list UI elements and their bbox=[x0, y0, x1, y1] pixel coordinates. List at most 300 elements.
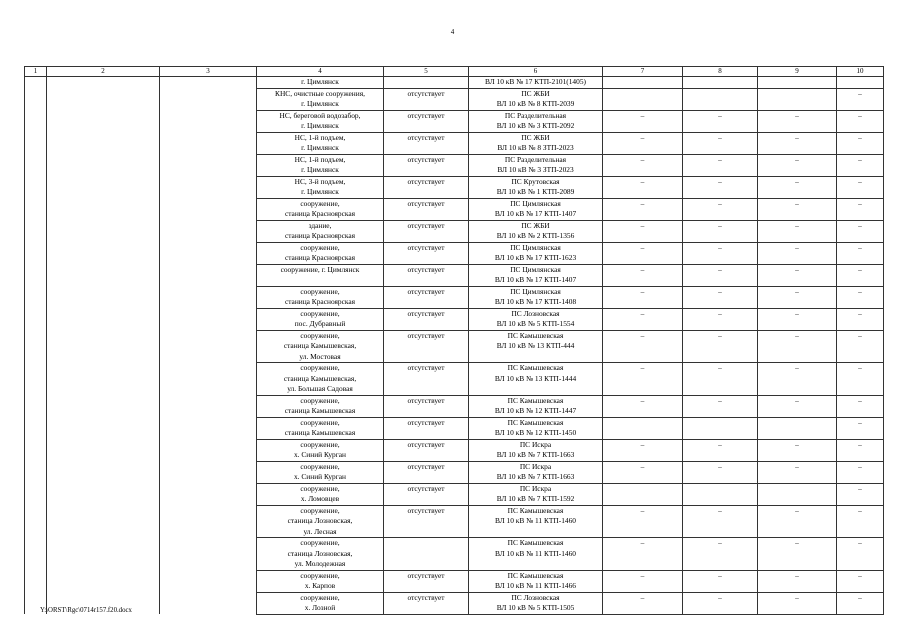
page-number: 4 bbox=[450, 28, 455, 36]
col10-cell: – bbox=[837, 220, 884, 242]
object-cell-line: х. Лозной bbox=[304, 603, 336, 612]
col8-cell bbox=[683, 88, 758, 110]
substation-cell-line: ПС Цимлянская bbox=[510, 198, 561, 208]
col8-cell bbox=[683, 417, 758, 439]
substation-cell-line: ВЛ 10 кВ № 11 КТП-1460 bbox=[494, 548, 576, 558]
empty-cell-col2 bbox=[47, 220, 160, 242]
substation-cell-line: ВЛ 10 кВ № 12 КТП-1447 bbox=[494, 406, 577, 415]
substation-cell-line: ПС Цимлянская bbox=[510, 242, 561, 252]
col9-cell: – bbox=[758, 198, 837, 220]
substation-cell bbox=[469, 417, 603, 439]
col8-cell bbox=[683, 77, 758, 89]
empty-cell-col2 bbox=[47, 363, 160, 396]
empty-cell-col3 bbox=[160, 198, 257, 220]
substation-cell-line: ВЛ 10 кВ № 17 КТП-1407 bbox=[494, 275, 577, 284]
col8-cell: – bbox=[683, 461, 758, 483]
object-cell bbox=[257, 132, 384, 154]
empty-cell-col2 bbox=[47, 439, 160, 461]
substation-cell bbox=[469, 286, 603, 308]
object-cell-line: сооружение, bbox=[300, 308, 340, 318]
empty-cell-col1 bbox=[25, 198, 47, 220]
col7-cell: – bbox=[603, 538, 683, 571]
empty-cell-col2 bbox=[47, 88, 160, 110]
empty-cell-col1 bbox=[25, 483, 47, 505]
object-cell-line: сооружение, г. Цимлянск bbox=[280, 264, 360, 274]
substation-cell-line: ВЛ 10 кВ № 5 КТП-1505 bbox=[496, 603, 575, 612]
object-cell bbox=[257, 220, 384, 242]
substation-cell bbox=[469, 363, 603, 396]
status-cell: отсутствует bbox=[384, 330, 469, 363]
object-cell-line: станица Лозновская, bbox=[287, 548, 353, 558]
substation-cell bbox=[469, 264, 603, 286]
empty-cell-col2 bbox=[47, 176, 160, 198]
object-cell-line: сооружение, bbox=[300, 538, 340, 547]
empty-cell-col3 bbox=[160, 439, 257, 461]
object-cell bbox=[257, 110, 384, 132]
col9-cell bbox=[758, 77, 837, 89]
object-cell-line: х. Карпов bbox=[304, 581, 336, 590]
header-cell: 9 bbox=[758, 67, 837, 77]
table-row bbox=[25, 264, 884, 286]
object-cell-line: станица Красноярская bbox=[284, 253, 356, 262]
col8-cell: – bbox=[683, 538, 758, 571]
object-cell-line: станица Камышевская bbox=[284, 406, 356, 415]
substation-cell-line: ПС Камышевская bbox=[507, 330, 564, 340]
col8-cell: – bbox=[683, 132, 758, 154]
empty-cell-col3 bbox=[160, 570, 257, 592]
col8-cell: – bbox=[683, 308, 758, 330]
header-cell: 5 bbox=[384, 67, 469, 77]
object-cell-line: ул. Мостовая bbox=[299, 351, 341, 361]
substation-cell-line: ВЛ 10 кВ № 7 КТП-1663 bbox=[496, 450, 575, 459]
object-cell bbox=[257, 505, 384, 538]
col7-cell: – bbox=[603, 505, 683, 538]
table-row bbox=[25, 242, 884, 264]
col7-cell: – bbox=[603, 198, 683, 220]
table-row bbox=[25, 154, 884, 176]
status-cell: отсутствует bbox=[384, 505, 469, 538]
col9-cell: – bbox=[758, 242, 837, 264]
object-cell bbox=[257, 363, 384, 396]
empty-cell-col2 bbox=[47, 570, 160, 592]
col8-cell bbox=[683, 483, 758, 505]
empty-cell-col2 bbox=[47, 110, 160, 132]
substation-cell bbox=[469, 439, 603, 461]
empty-cell-col3 bbox=[160, 330, 257, 363]
col7-cell: – bbox=[603, 220, 683, 242]
col9-cell: – bbox=[758, 154, 837, 176]
col9-cell: – bbox=[758, 592, 837, 614]
col9-cell: – bbox=[758, 395, 837, 417]
empty-cell-col3 bbox=[160, 77, 257, 89]
object-cell-line: станица Красноярская bbox=[284, 209, 356, 218]
empty-cell-col1 bbox=[25, 176, 47, 198]
substation-cell-line: ВЛ 10 кВ № 7 КТП-1592 bbox=[496, 494, 575, 503]
status-cell: отсутствует bbox=[384, 242, 469, 264]
empty-cell-col3 bbox=[160, 242, 257, 264]
object-cell-line: станица Красноярская bbox=[284, 231, 356, 240]
empty-cell-col2 bbox=[47, 417, 160, 439]
document-table bbox=[24, 66, 884, 615]
object-cell-line: НС, 3-й подъем, bbox=[294, 176, 346, 186]
object-cell-line: сооружение, bbox=[300, 505, 340, 515]
substation-cell bbox=[469, 132, 603, 154]
empty-cell-col3 bbox=[160, 483, 257, 505]
col10-cell: – bbox=[837, 395, 884, 417]
substation-cell bbox=[469, 198, 603, 220]
empty-cell-col2 bbox=[47, 330, 160, 363]
empty-cell-col3 bbox=[160, 308, 257, 330]
col10-cell: – bbox=[837, 330, 884, 363]
empty-cell-col3 bbox=[160, 220, 257, 242]
col8-cell: – bbox=[683, 330, 758, 363]
empty-cell-col3 bbox=[160, 176, 257, 198]
col7-cell: – bbox=[603, 592, 683, 614]
col10-cell: – bbox=[837, 570, 884, 592]
empty-cell-col2 bbox=[47, 308, 160, 330]
header-cell: 7 bbox=[603, 67, 683, 77]
col8-cell: – bbox=[683, 220, 758, 242]
col8-cell: – bbox=[683, 154, 758, 176]
status-cell: отсутствует bbox=[384, 198, 469, 220]
object-cell bbox=[257, 592, 384, 614]
col8-cell: – bbox=[683, 395, 758, 417]
col9-cell: – bbox=[758, 570, 837, 592]
table-row bbox=[25, 286, 884, 308]
status-cell: отсутствует bbox=[384, 395, 469, 417]
status-cell bbox=[384, 538, 469, 571]
substation-cell-line: ПС Камышевская bbox=[507, 395, 564, 405]
col7-cell: – bbox=[603, 132, 683, 154]
empty-cell-col1 bbox=[25, 264, 47, 286]
status-cell: отсутствует bbox=[384, 363, 469, 396]
status-cell: отсутствует bbox=[384, 220, 469, 242]
status-cell: отсутствует bbox=[384, 461, 469, 483]
col10-cell: – bbox=[837, 363, 884, 396]
empty-cell-col3 bbox=[160, 417, 257, 439]
col8-cell: – bbox=[683, 570, 758, 592]
empty-cell-col1 bbox=[25, 132, 47, 154]
object-cell bbox=[257, 176, 384, 198]
substation-cell-line: ВЛ 10 кВ № 11 КТП-1460 bbox=[494, 516, 576, 525]
empty-cell-col2 bbox=[47, 538, 160, 571]
empty-cell-col2 bbox=[47, 154, 160, 176]
object-cell bbox=[257, 198, 384, 220]
empty-cell-col3 bbox=[160, 592, 257, 614]
object-cell-line: сооружение, bbox=[300, 483, 340, 493]
col10-cell: – bbox=[837, 483, 884, 505]
col8-cell: – bbox=[683, 286, 758, 308]
object-cell-line: х. Ломовцев bbox=[300, 494, 340, 503]
substation-cell-line: ПС Цимлянская bbox=[510, 286, 561, 296]
object-cell-line: г. Цимлянск bbox=[301, 99, 339, 108]
empty-cell-col3 bbox=[160, 505, 257, 538]
empty-cell-col1 bbox=[25, 439, 47, 461]
header-cell: 3 bbox=[160, 67, 257, 77]
empty-cell-col1 bbox=[25, 88, 47, 110]
substation-cell bbox=[469, 538, 603, 571]
substation-cell-line: ПС Разделительная bbox=[504, 154, 567, 164]
object-cell-line: НС, береговой водозабор, bbox=[279, 110, 361, 120]
col10-cell: – bbox=[837, 154, 884, 176]
object-cell bbox=[257, 570, 384, 592]
object-cell-line: станица Красноярская bbox=[284, 297, 356, 306]
substation-cell-line: ПС Искра bbox=[519, 483, 552, 493]
status-cell: отсутствует bbox=[384, 570, 469, 592]
table-row bbox=[25, 132, 884, 154]
status-cell bbox=[384, 77, 469, 89]
substation-cell bbox=[469, 220, 603, 242]
object-cell-line: г. Цимлянск bbox=[301, 187, 339, 196]
col9-cell: – bbox=[758, 330, 837, 363]
col7-cell: – bbox=[603, 176, 683, 198]
object-cell-line: КНС, очистные сооружения, bbox=[275, 88, 365, 98]
table-row bbox=[25, 176, 884, 198]
substation-cell-line: ПС Разделительная bbox=[504, 110, 567, 120]
substation-cell bbox=[469, 330, 603, 363]
table-header-row bbox=[25, 67, 884, 77]
status-cell: отсутствует bbox=[384, 592, 469, 614]
object-cell-line: г. Цимлянск bbox=[301, 143, 339, 152]
substation-cell-line: ВЛ 10 кВ № 13 КТП-444 bbox=[496, 341, 575, 350]
object-cell bbox=[257, 154, 384, 176]
col10-cell: – bbox=[837, 110, 884, 132]
status-cell: отсутствует bbox=[384, 286, 469, 308]
empty-cell-col1 bbox=[25, 570, 47, 592]
col7-cell: – bbox=[603, 110, 683, 132]
substation-cell-line: ВЛ 10 кВ № 3 КТП-2092 bbox=[496, 121, 575, 130]
substation-cell bbox=[469, 461, 603, 483]
object-cell-line: сооружение, bbox=[300, 395, 340, 405]
substation-cell-line: ВЛ 10 кВ № 17 КТП-1623 bbox=[494, 253, 577, 262]
status-cell: отсутствует bbox=[384, 264, 469, 286]
col9-cell: – bbox=[758, 439, 837, 461]
col8-cell: – bbox=[683, 439, 758, 461]
empty-cell-col3 bbox=[160, 538, 257, 571]
col7-cell: – bbox=[603, 461, 683, 483]
status-cell: отсутствует bbox=[384, 154, 469, 176]
col7-cell: – bbox=[603, 363, 683, 396]
object-cell bbox=[257, 483, 384, 505]
table-row bbox=[25, 483, 884, 505]
object-cell-line: станица Камышевская, bbox=[283, 341, 357, 350]
col8-cell: – bbox=[683, 592, 758, 614]
col8-cell: – bbox=[683, 505, 758, 538]
status-cell: отсутствует bbox=[384, 483, 469, 505]
substation-cell bbox=[469, 242, 603, 264]
col7-cell: – bbox=[603, 439, 683, 461]
empty-cell-col1 bbox=[25, 330, 47, 363]
empty-cell-col2 bbox=[47, 77, 160, 89]
substation-cell-line: ВЛ 10 кВ № 2 КТП-1356 bbox=[496, 231, 575, 240]
col10-cell: – bbox=[837, 198, 884, 220]
col7-cell: – bbox=[603, 570, 683, 592]
empty-cell-col3 bbox=[160, 286, 257, 308]
col8-cell: – bbox=[683, 198, 758, 220]
col7-cell: – bbox=[603, 308, 683, 330]
empty-cell-col3 bbox=[160, 154, 257, 176]
empty-cell-col3 bbox=[160, 132, 257, 154]
empty-cell-col2 bbox=[47, 242, 160, 264]
empty-cell-col1 bbox=[25, 220, 47, 242]
col9-cell: – bbox=[758, 461, 837, 483]
empty-cell-col1 bbox=[25, 77, 47, 89]
col10-cell: – bbox=[837, 88, 884, 110]
substation-cell bbox=[469, 505, 603, 538]
object-cell-line: сооружение, bbox=[300, 570, 340, 580]
object-cell bbox=[257, 439, 384, 461]
empty-cell-col1 bbox=[25, 505, 47, 538]
empty-cell-col2 bbox=[47, 461, 160, 483]
empty-cell-col1 bbox=[25, 417, 47, 439]
table-row bbox=[25, 395, 884, 417]
col8-cell: – bbox=[683, 110, 758, 132]
object-cell-line: ул. Молодежная bbox=[294, 559, 346, 568]
table-row bbox=[25, 439, 884, 461]
substation-cell bbox=[469, 88, 603, 110]
col8-cell: – bbox=[683, 363, 758, 396]
col8-cell: – bbox=[683, 242, 758, 264]
table-row bbox=[25, 88, 884, 110]
substation-cell bbox=[469, 176, 603, 198]
object-cell-line: г. Цимлянск bbox=[301, 121, 339, 130]
substation-cell bbox=[469, 77, 603, 89]
empty-cell-col2 bbox=[47, 505, 160, 538]
substation-cell bbox=[469, 110, 603, 132]
substation-cell-line: ВЛ 10 кВ № 17 КТП-1408 bbox=[494, 297, 577, 306]
footer-file-path: Y:\ORST\Rgc\0714r157.f20.docx bbox=[40, 607, 132, 614]
table-row bbox=[25, 198, 884, 220]
substation-cell bbox=[469, 308, 603, 330]
object-cell bbox=[257, 88, 384, 110]
col10-cell: – bbox=[837, 286, 884, 308]
object-cell-line: сооружение, bbox=[300, 461, 340, 471]
col7-cell: – bbox=[603, 286, 683, 308]
header-cell: 2 bbox=[47, 67, 160, 77]
substation-cell-line: ПС Искра bbox=[519, 439, 552, 449]
object-cell bbox=[257, 538, 384, 571]
substation-cell bbox=[469, 570, 603, 592]
object-cell bbox=[257, 286, 384, 308]
col7-cell bbox=[603, 417, 683, 439]
object-cell-line: сооружение, bbox=[300, 198, 340, 208]
col7-cell bbox=[603, 88, 683, 110]
substation-cell-line: ПС Лозновская bbox=[511, 308, 560, 318]
col7-cell bbox=[603, 77, 683, 89]
substation-cell-line: ПС Камышевская bbox=[507, 417, 564, 427]
substation-cell-line: ВЛ 10 кВ № 5 КТП-1554 bbox=[496, 319, 575, 328]
substation-cell-line: ВЛ 10 кВ № 17 КТП-1407 bbox=[494, 209, 577, 218]
col10-cell: – bbox=[837, 132, 884, 154]
empty-cell-col3 bbox=[160, 461, 257, 483]
status-cell: отсутствует bbox=[384, 308, 469, 330]
object-cell bbox=[257, 77, 384, 89]
col10-cell: – bbox=[837, 242, 884, 264]
substation-cell bbox=[469, 592, 603, 614]
empty-cell-col1 bbox=[25, 461, 47, 483]
status-cell: отсутствует bbox=[384, 417, 469, 439]
substation-cell-line: ПС Искра bbox=[519, 461, 552, 471]
object-cell-line: НС, 1-й подъем, bbox=[294, 132, 346, 142]
col9-cell: – bbox=[758, 132, 837, 154]
status-cell: отсутствует bbox=[384, 88, 469, 110]
empty-cell-col3 bbox=[160, 363, 257, 396]
table-row bbox=[25, 461, 884, 483]
col9-cell: – bbox=[758, 110, 837, 132]
table-row bbox=[25, 417, 884, 439]
empty-cell-col2 bbox=[47, 198, 160, 220]
object-cell-line: ул. Большая Садовая bbox=[287, 384, 353, 393]
object-cell-line: сооружение, bbox=[300, 417, 340, 427]
substation-cell-line: ВЛ 10 кВ № 1 КТП-2089 bbox=[496, 187, 575, 196]
object-cell-line: сооружение, bbox=[300, 242, 340, 252]
object-cell bbox=[257, 242, 384, 264]
empty-cell-col1 bbox=[25, 286, 47, 308]
table-row bbox=[25, 308, 884, 330]
object-cell-line: х. Синий Курган bbox=[293, 472, 347, 481]
header-cell: 4 bbox=[257, 67, 384, 77]
table-row bbox=[25, 77, 884, 89]
col9-cell bbox=[758, 483, 837, 505]
empty-cell-col2 bbox=[47, 395, 160, 417]
object-cell-line: НС, 1-й подъем, bbox=[294, 154, 346, 164]
header-cell: 10 bbox=[837, 67, 884, 77]
object-cell-line: станица Камышевская, bbox=[283, 373, 357, 383]
empty-cell-col2 bbox=[47, 132, 160, 154]
header-cell: 6 bbox=[469, 67, 603, 77]
col9-cell: – bbox=[758, 505, 837, 538]
substation-cell-line: ВЛ 10 кВ № 13 КТП-1444 bbox=[494, 373, 577, 383]
substation-cell-line: ПС Цимлянская bbox=[510, 264, 561, 274]
empty-cell-col3 bbox=[160, 264, 257, 286]
substation-cell bbox=[469, 154, 603, 176]
table-row bbox=[25, 538, 884, 571]
col8-cell: – bbox=[683, 264, 758, 286]
object-cell-line: пос. Дубравный bbox=[294, 319, 346, 328]
substation-cell-line: ВЛ 10 кВ № 8 КТП-2039 bbox=[496, 99, 575, 108]
object-cell bbox=[257, 308, 384, 330]
object-cell bbox=[257, 461, 384, 483]
status-cell: отсутствует bbox=[384, 110, 469, 132]
table-row bbox=[25, 220, 884, 242]
object-cell-line: сооружение, bbox=[300, 286, 340, 296]
object-cell bbox=[257, 395, 384, 417]
status-cell: отсутствует bbox=[384, 132, 469, 154]
object-cell bbox=[257, 330, 384, 363]
col10-cell: – bbox=[837, 264, 884, 286]
col10-cell bbox=[837, 77, 884, 89]
substation-cell-line: ПС Крутовская bbox=[511, 176, 560, 186]
col10-cell: – bbox=[837, 592, 884, 614]
header-cell: 1 bbox=[25, 67, 47, 77]
object-cell-line: г. Цимлянск bbox=[301, 77, 339, 86]
empty-cell-col1 bbox=[25, 308, 47, 330]
col7-cell: – bbox=[603, 395, 683, 417]
object-cell bbox=[257, 417, 384, 439]
substation-cell-line: ПС Камышевская bbox=[507, 505, 564, 515]
empty-cell-col1 bbox=[25, 538, 47, 571]
empty-cell-col1 bbox=[25, 110, 47, 132]
col10-cell: – bbox=[837, 538, 884, 571]
col9-cell: – bbox=[758, 176, 837, 198]
empty-cell-col1 bbox=[25, 363, 47, 396]
substation-cell-line: ВЛ 10 кВ № 3 ЗТП-2023 bbox=[497, 165, 574, 174]
object-cell-line: сооружение, bbox=[300, 592, 340, 602]
col7-cell: – bbox=[603, 330, 683, 363]
col9-cell: – bbox=[758, 538, 837, 571]
substation-cell bbox=[469, 395, 603, 417]
empty-cell-col3 bbox=[160, 110, 257, 132]
